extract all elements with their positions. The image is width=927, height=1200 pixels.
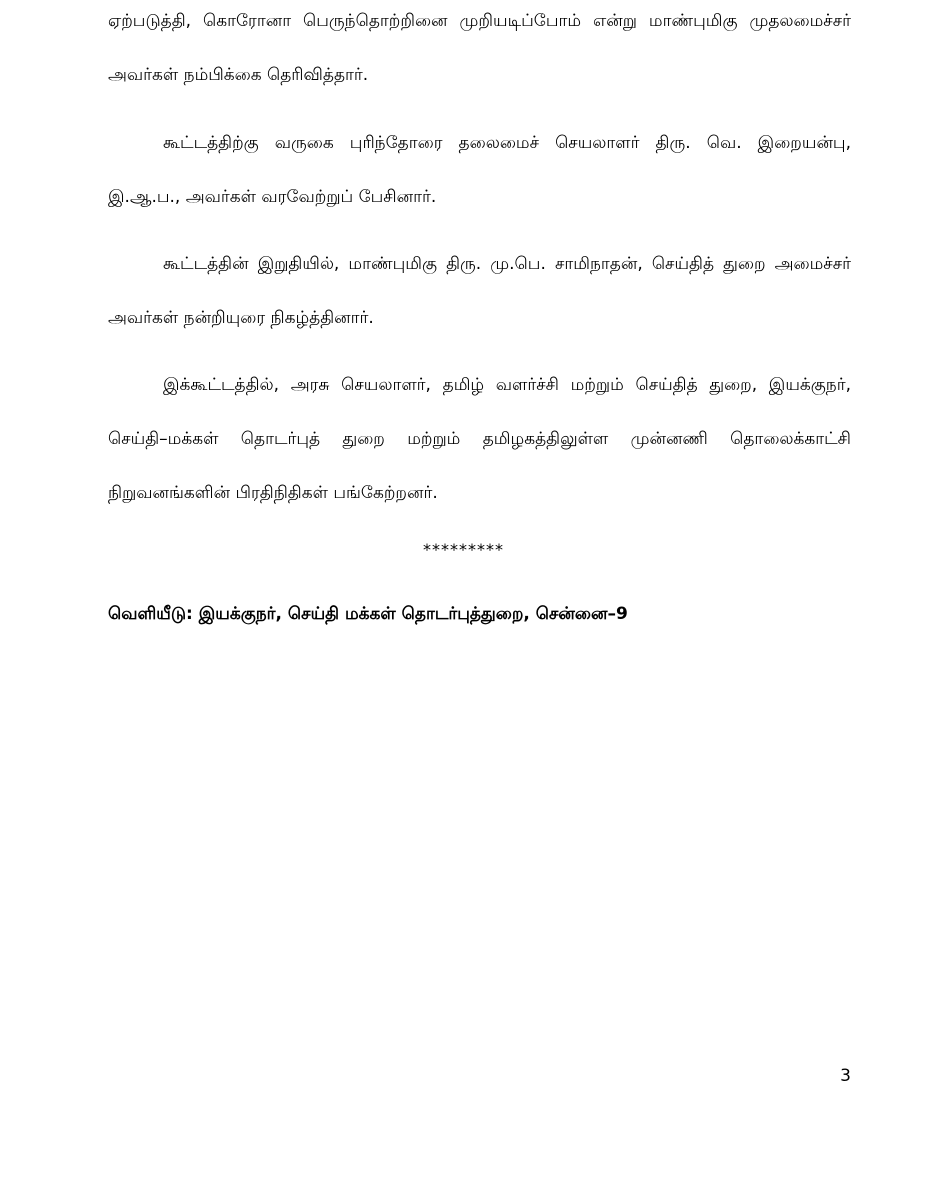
paragraph-welcome: கூட்டத்திற்கு வருகை புரிந்தோரை தலைமைச் செயலாளர் திரு. வெ. இறையன்பு, இ.ஆ.ப., அவர்கள் வரவேற்றுப் பேசினார். [108,133,851,207]
release-line: வெளியீடு: இயக்குநர், செய்தி மக்கள் தொடர்புத்துறை, சென்னை–9 [108,604,628,624]
paragraph-participants: இக்கூட்டத்தில், அரசு செயலாளர், தமிழ் வளர்ச்சி மற்றும் செய்தித் துறை, இயக்குநர், செய்தி–மக்கள் தொடர்புத் துறை மற்றும் தமிழகத்திலுள்ள முன்னணி தொலைக்காட்சி நிறுவனங்களின் பிரதிநிதிகள் பங்கேற்றனர். [108,375,851,503]
paragraph-vote-of-thanks: கூட்டத்தின் இறுதியில், மாண்புமிகு திரு. மு.பெ. சாமிநாதன், செய்தித் துறை அமைச்சர் அவர்கள் நன்றியுரை நிகழ்த்தினார். [108,254,851,328]
paragraph-continuation: ஏற்படுத்தி, கொரோனா பெருந்தொற்றினை முறியடிப்போம் என்று மாண்புமிகு முதலமைச்சர் அவர்கள் நம்பிக்கை தெரிவித்தார். [108,11,851,85]
page-number: 3 [840,1066,851,1086]
section-separator: ********* [423,540,504,559]
